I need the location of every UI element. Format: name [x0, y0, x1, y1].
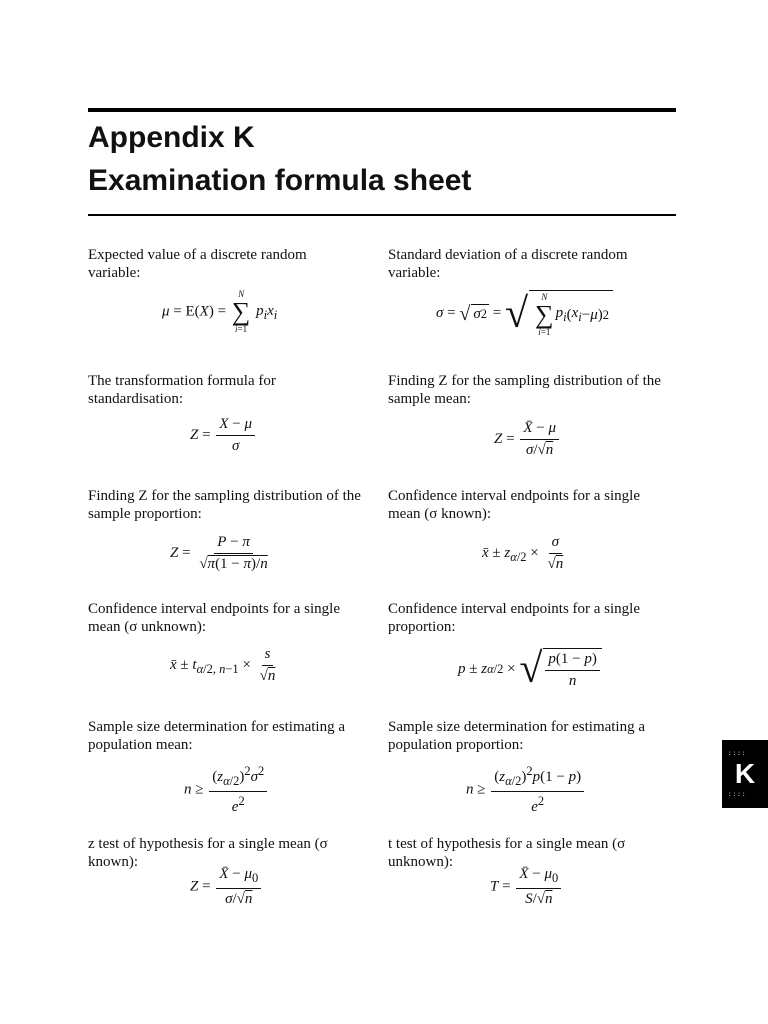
formula-standard-deviation: σ = √ σ 2 = √ N ∑ i=1 $p_i$ ( $x_i$ − μ ) 2 [436, 290, 613, 337]
formula-description-z-sample-proportion: Finding Z for the sampling distribution of the sample proportion: [88, 488, 361, 522]
formula-expected-value: μ = E(X) = N ∑ i=1 $p_ix_i$ [162, 289, 278, 334]
formula-ci-proportion: p ± z α/2 × √ $\frac{p(1 - p)}{n}$ [458, 648, 602, 690]
formula-t-test: T = $\frac{X̄ - \mu_0}{S/√n}$ [490, 866, 563, 908]
title-rule [88, 214, 676, 216]
formula-ci-sigma-known: x̄ ± $z_{\alpha/2}$ × $\frac{\sigma}{√n}$ [482, 534, 564, 572]
formula-description-standardisation: The transformation formula for standardisation: [88, 373, 276, 407]
formula-description-ci-sigma-known: Confidence interval endpoints for a single mean (σ known): [388, 488, 641, 522]
formula-description-ci-sigma-unknown: Confidence interval endpoints for a single mean (σ unknown): [88, 601, 341, 635]
formula-z-test: Z = $\frac{X̄ - \mu_0}{\sigma/√n}$ [190, 866, 263, 908]
formula-description-standard-deviation: Standard deviation of a discrete random variable: [388, 247, 628, 281]
appendix-thumb-tab [722, 740, 768, 808]
top-rule [88, 108, 676, 112]
formula-description-z-test: z test of hypothesis for a single mean (σ known): [88, 836, 328, 870]
formula-sample-size-proportion: n ≥ $\frac{(z_{\alpha/2})^2p(1 - p)}{e^2}$ [466, 764, 586, 816]
formula-sample-size-mean: n ≥ $\frac{(z_{\alpha/2})^2\sigma^2}{e^2}$ [184, 764, 269, 816]
formula-description-t-test: t test of hypothesis for a single mean (σ unknown): [388, 836, 626, 870]
formula-description-z-sample-mean: Finding Z for the sampling distribution of the sample mean: [388, 373, 661, 407]
formula-z-sample-proportion: Z = $\frac{P - \pi}{√\pi(1 - \pi)/n}$ [170, 534, 268, 572]
appendix-label: Appendix K [88, 121, 255, 154]
formula-description-ci-proportion: Confidence interval endpoints for a single proportion: [388, 601, 641, 635]
formula-standardisation: Z = $\frac{X - \mu}{\sigma}$ [190, 416, 257, 455]
tab-decoration-bottom: :::: [728, 791, 747, 798]
formula-description-sample-size-mean: Sample size determination for estimating a population mean: [88, 719, 346, 753]
formula-description-expected-value: Expected value of a discrete random variable: [88, 247, 307, 281]
formula-ci-sigma-unknown: x̄ ± $t_{\alpha/2, n-1}$ × $\frac{s}{√n}$ [170, 646, 276, 684]
page-title: Examination formula sheet [88, 164, 472, 197]
formula-z-sample-mean: Z = $\frac{X̄ - \mu}{\sigma/√n}$ [494, 420, 561, 459]
tab-letter: K [734, 758, 756, 789]
tab-decoration-top: :::: [728, 750, 747, 757]
formula-description-sample-size-proportion: Sample size determination for estimating a population proportion: [388, 719, 646, 753]
